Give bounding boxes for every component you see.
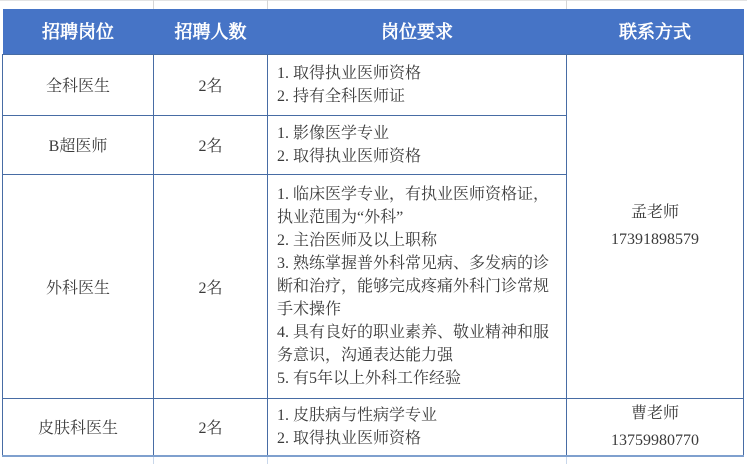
requirements-cell <box>268 398 567 456</box>
cropped-gridline-vertical <box>566 0 567 9</box>
requirements-cell <box>268 115 567 174</box>
requirement-item: 4. 具有良好的职业素养、敬业精神和服务意识，沟通表达能力强 <box>277 323 550 364</box>
contact-phone: 17391898579 <box>611 231 699 248</box>
contact-cell <box>567 398 744 456</box>
requirements-cell <box>268 54 567 115</box>
requirement-item: 1. 临床医学专业，有执业医师资格证，执业范围为“外科” <box>277 185 550 226</box>
requirement-item: 3. 熟练掌握普外科常见病、多发病的诊断和治疗，能够完成疼痛外科门诊常规手术操作 <box>277 254 550 318</box>
position-cell: 全科医生 <box>3 54 154 115</box>
header-requirements: 岗位要求 <box>268 9 567 54</box>
table-body <box>3 54 744 456</box>
header-position: 招聘岗位 <box>3 9 154 54</box>
cropped-gridline-vertical <box>267 0 268 9</box>
contact-name: 孟老师 <box>630 204 679 221</box>
count-cell: 2名 <box>154 398 268 456</box>
table-row <box>3 398 744 456</box>
cropped-gridline-vertical <box>267 457 268 464</box>
header-contact: 联系方式 <box>567 9 744 54</box>
position-cell: 外科医生 <box>3 174 154 398</box>
position-cell: B超医师 <box>3 115 154 174</box>
count-cell: 2名 <box>154 115 268 174</box>
position-cell: 皮肤科医生 <box>3 398 154 456</box>
header-count: 招聘人数 <box>154 9 268 54</box>
cropped-gridline-vertical <box>153 0 154 9</box>
count-cell: 2名 <box>154 174 268 398</box>
table-header-row <box>3 9 744 54</box>
cropped-gridline-vertical <box>566 457 567 464</box>
requirement-item: 1. 影像医学专业 <box>277 124 390 142</box>
requirement-item: 1. 取得执业医师资格 <box>277 64 422 82</box>
cropped-gridline-top <box>0 0 747 1</box>
requirement-item: 2. 持有全科医师证 <box>277 87 406 105</box>
table-row <box>3 54 744 115</box>
requirement-item: 5. 有5年以上外科工作经验 <box>277 369 462 387</box>
contact-name: 曹老师 <box>630 404 679 422</box>
requirements-cell <box>268 174 567 398</box>
contact-phone: 13759980770 <box>611 431 699 449</box>
requirement-item: 2. 主治医师及以上职称 <box>277 231 438 249</box>
requirement-item: 2. 取得执业医师资格 <box>277 147 422 165</box>
recruitment-table <box>2 9 744 457</box>
contact-cell <box>567 54 744 398</box>
count-cell: 2名 <box>154 54 268 115</box>
requirement-item: 2. 取得执业医师资格 <box>277 429 422 447</box>
requirement-item: 1. 皮肤病与性病学专业 <box>277 406 438 424</box>
cropped-gridline-vertical <box>153 457 154 464</box>
